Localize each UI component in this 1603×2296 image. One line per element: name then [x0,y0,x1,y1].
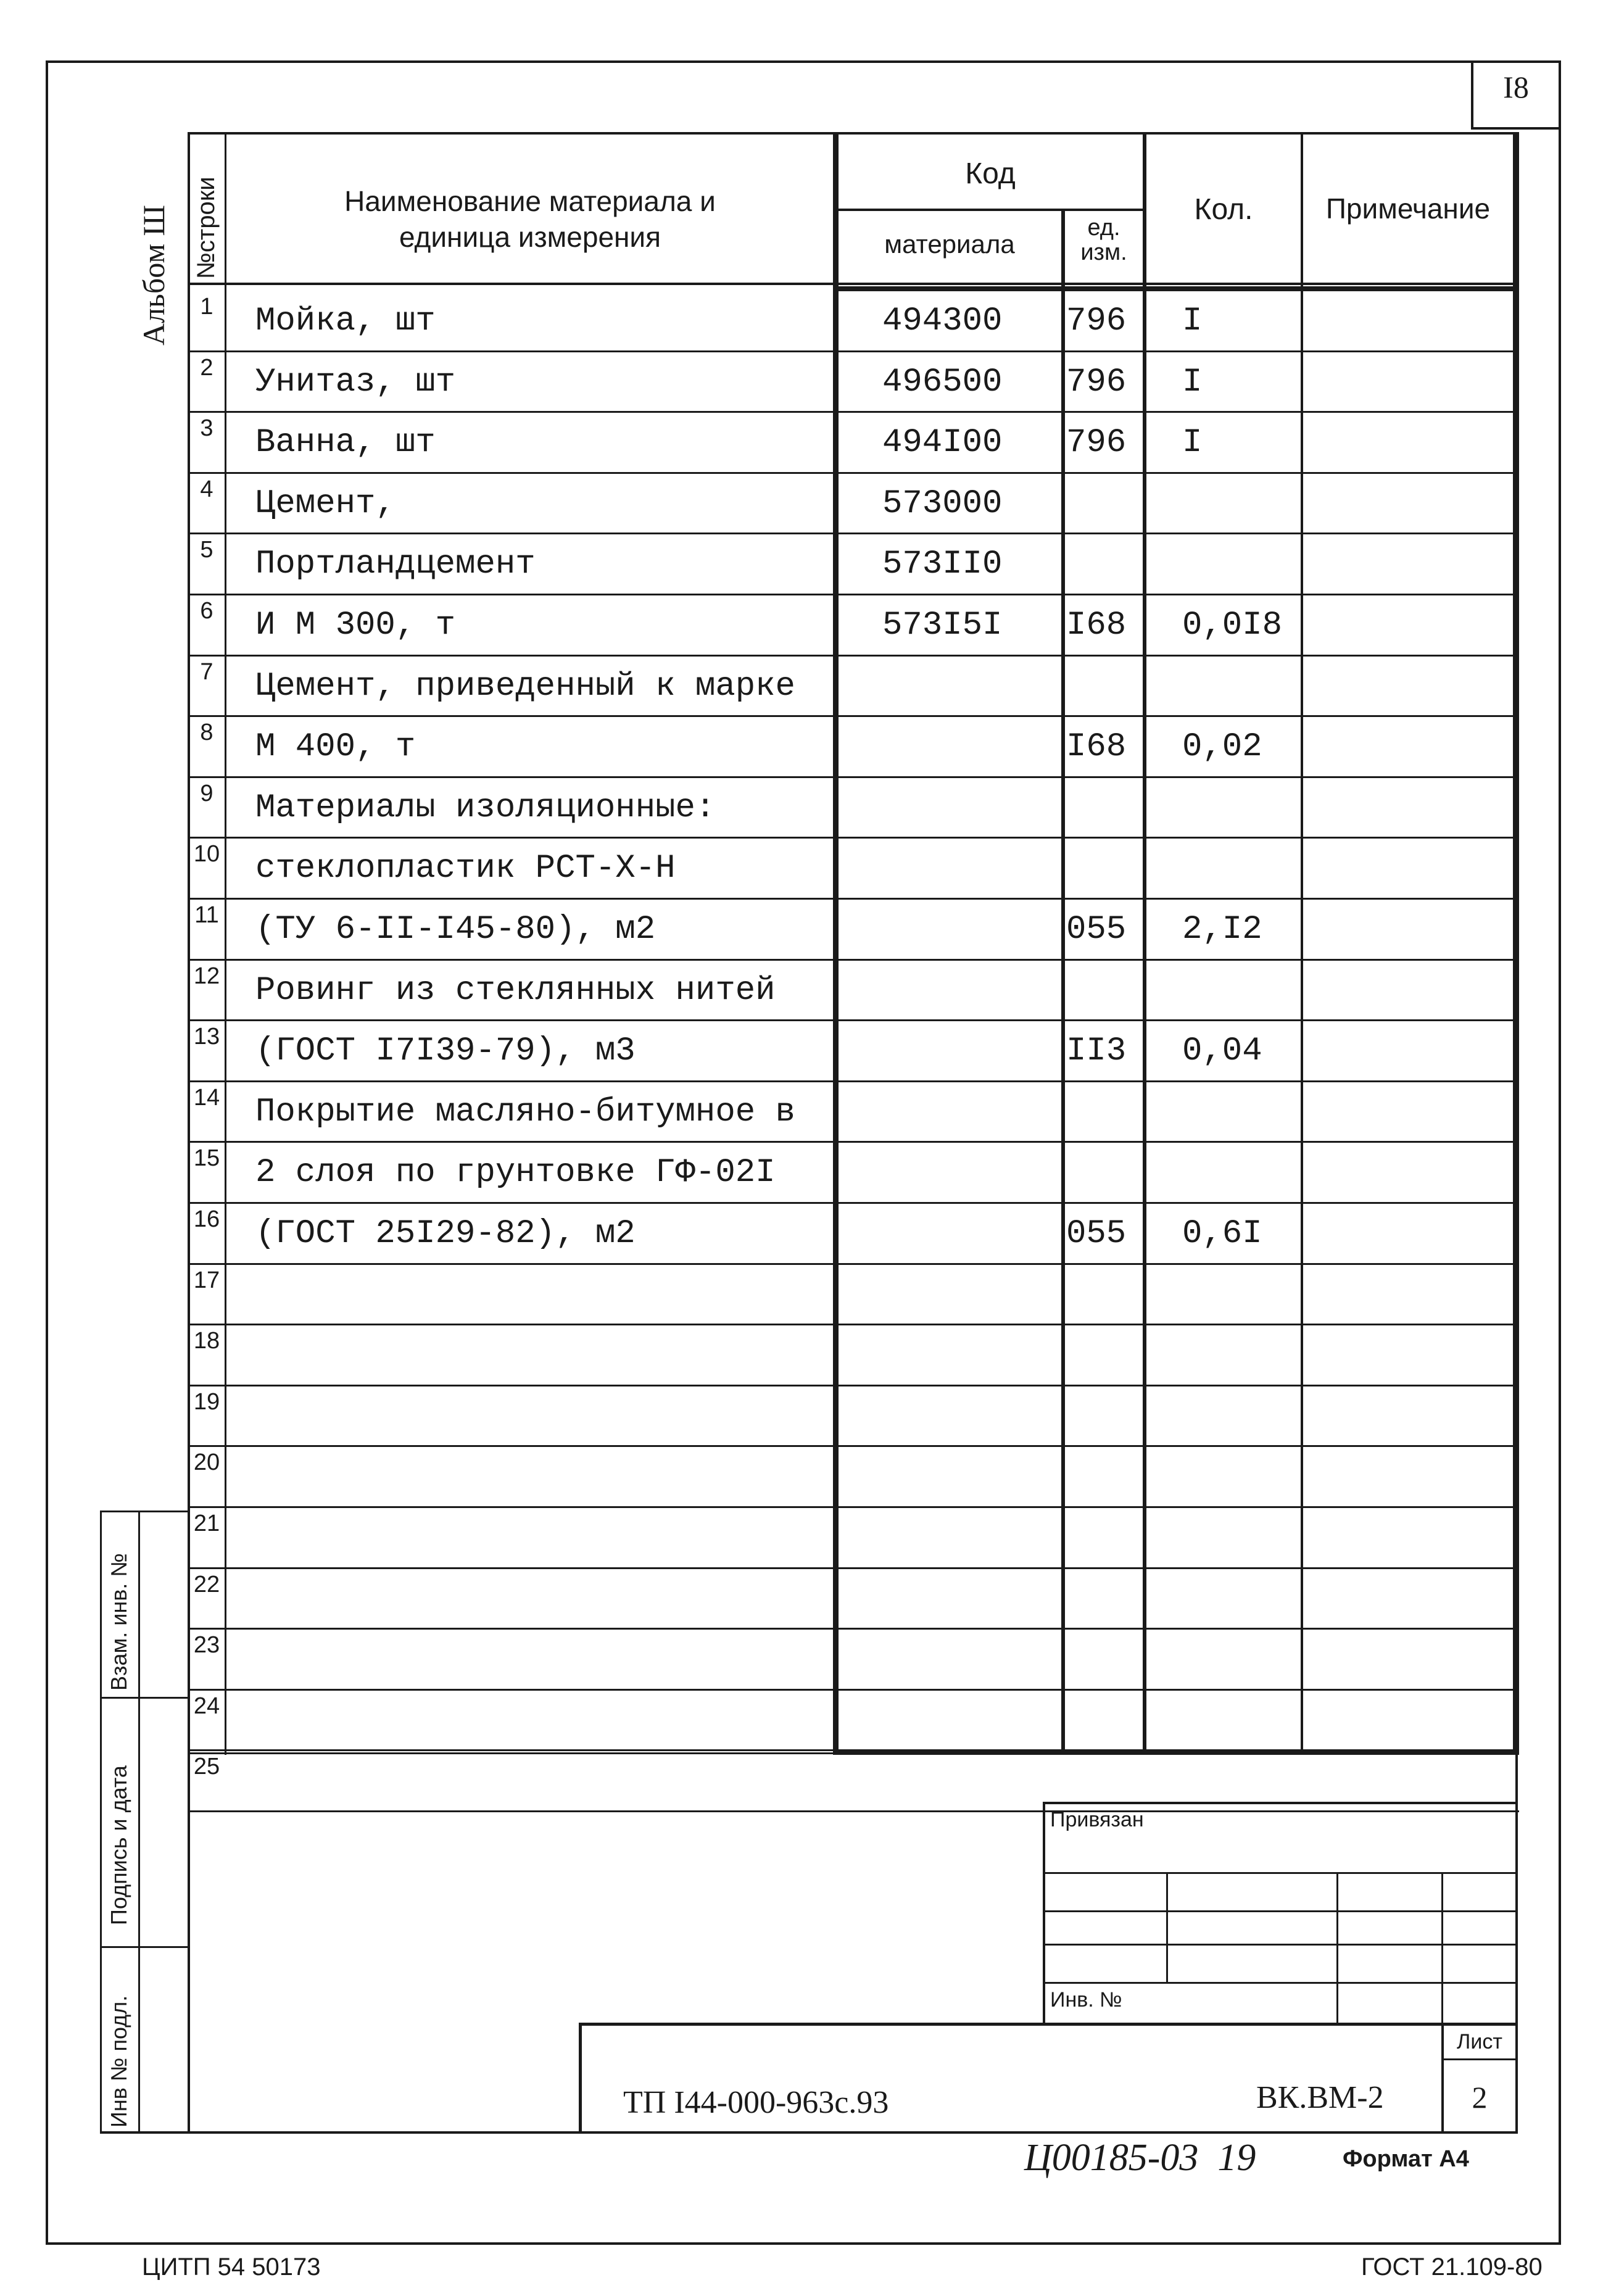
cell-material-code: 573II0 [882,545,1003,583]
row-divider [188,1385,1519,1386]
cell-name: 2 слоя по грунтовке ГФ-02I [255,1154,776,1192]
row-number: 5 [200,537,213,563]
row-divider [188,655,1519,657]
cell-material-code: 496500 [882,363,1003,401]
cell-name: Покрытие масляно-битумное в [255,1093,795,1131]
row-number: 17 [193,1267,220,1293]
row-divider [188,715,1519,717]
row-divider [188,1567,1519,1569]
row-number: 24 [193,1693,220,1719]
cell-name: Материалы изоляционные: [255,789,716,827]
row-divider [188,1628,1519,1630]
cell-name: Ровинг из стеклянных нитей [255,972,776,1009]
cell-unit-code: 055 [1066,1215,1127,1253]
cell-name: Мойка, шт [255,302,436,340]
row-number: 7 [200,659,213,685]
row-divider [188,776,1519,778]
row-divider [188,1263,1519,1265]
cell-qty: I [1182,424,1203,462]
handwritten-number: Ц00185-03 19 [1024,2137,1256,2179]
cell-unit-code: 796 [1066,363,1127,401]
row-number: 8 [200,719,213,745]
row-number: 2 [200,355,213,381]
row-divider [188,1749,1519,1751]
row-divider [188,411,1519,413]
cell-name: М 400, т [255,728,416,766]
format-label: Формат А4 [1343,2146,1469,2172]
cell-name: Цемент, приведенный к марке [255,668,795,705]
header-note: Примечание [1325,193,1491,225]
row-number: 1 [200,294,213,320]
cell-qty: I [1182,302,1203,340]
row-number: 22 [193,1572,220,1598]
cell-qty: 0,02 [1182,728,1262,766]
cell-qty: 0,0I8 [1182,607,1283,644]
cell-name: Унитаз, шт [255,363,456,401]
row-number: 9 [200,781,213,806]
frame-left [46,60,48,2245]
row-number: 14 [193,1085,220,1111]
cell-material-code: 494300 [882,302,1003,340]
stamp-mark: ВК.ВМ-2 [1256,2080,1384,2115]
cell-name: И М 300, т [255,607,456,644]
row-divider [188,1324,1519,1325]
row-divider [188,350,1519,352]
row-number: 11 [194,902,219,928]
row-divider [188,837,1519,839]
cell-qty: 0,6I [1182,1215,1262,1253]
row-number: 4 [200,476,213,502]
cell-material-code: 573000 [882,485,1003,523]
cell-qty: I [1182,363,1203,401]
row-number: 13 [193,1024,220,1050]
cell-name: Портландцемент [255,545,536,583]
frame-top [46,60,1561,63]
row-divider [188,1019,1519,1021]
stamp-sheet-label: Лист [1457,2030,1502,2054]
cell-unit-code: I68 [1066,607,1127,644]
frame-bottom [46,2242,1561,2245]
row-divider [188,533,1519,534]
cell-unit-code: 055 [1066,911,1127,948]
cell-material-code: 494I00 [882,424,1003,462]
cell-material-code: 573I5I [882,607,1003,644]
cell-qty: 0,04 [1182,1032,1262,1070]
album-label: Альбом Ш [136,205,171,346]
footer-left: ЦИТП 54 50173 [142,2253,321,2281]
cell-name: (ГОСТ I7I39-79), м3 [255,1032,636,1070]
row-divider [188,959,1519,961]
row-number: 18 [193,1328,220,1354]
footer-right: ГОСТ 21.109-80 [1361,2253,1543,2281]
cell-name: Ванна, шт [255,424,436,462]
cell-unit-code: II3 [1066,1032,1127,1070]
cell-name: (ГОСТ 25I29-82), м2 [255,1215,636,1253]
header-code: Код [965,157,1016,190]
row-divider [188,898,1519,900]
header-name: Наименование материала и единица измерения [344,185,716,253]
row-number: 21 [193,1511,220,1536]
cell-unit-code: I68 [1066,728,1127,766]
stamp-doc-code: ТП I44-000-963с.93 [623,2085,889,2120]
stamp-inv-no: Инв. № [1050,1988,1122,2012]
stamp-inv-podl: Инв № подл. [106,1995,131,2128]
stamp-vzam-inv: Взам. инв. № [106,1552,131,1691]
row-divider [188,1810,1519,1812]
row-divider [188,1506,1519,1508]
row-divider [188,1080,1519,1082]
header-row-number: №строки [193,176,220,279]
cell-name: (ТУ 6-II-I45-80), м2 [255,911,656,948]
header-code-material: материала [884,230,1015,259]
row-divider [188,1689,1519,1691]
sheet-number-top: I8 [1503,70,1529,104]
row-number: 3 [200,415,213,441]
stamp-privyazan: Привязан [1050,1808,1144,1831]
row-divider [188,1445,1519,1447]
row-number: 10 [193,841,220,867]
row-divider [188,1141,1519,1143]
row-number: 19 [193,1389,220,1415]
row-number: 6 [200,598,213,624]
row-divider [188,1202,1519,1204]
frame-right [1559,60,1561,2245]
cell-unit-code: 796 [1066,424,1127,462]
cell-name: Цемент, [255,485,396,523]
cell-qty: 2,I2 [1182,911,1262,948]
row-number: 16 [193,1206,220,1232]
row-divider [188,472,1519,474]
cell-unit-code: 796 [1066,302,1127,340]
row-divider [188,594,1519,595]
stamp-podpis-data: Подпись и дата [106,1765,131,1925]
cell-name: стеклопластик РСТ-Х-Н [255,850,676,887]
row-number: 12 [193,963,220,989]
stamp-sheet-value: 2 [1472,2080,1488,2115]
row-number: 23 [193,1632,220,1658]
row-number: 20 [193,1449,220,1475]
row-number: 15 [193,1145,220,1171]
row-number: 25 [193,1754,220,1780]
header-qty: Кол. [1194,193,1253,226]
header-code-unit: ед. изм. [1080,215,1127,265]
